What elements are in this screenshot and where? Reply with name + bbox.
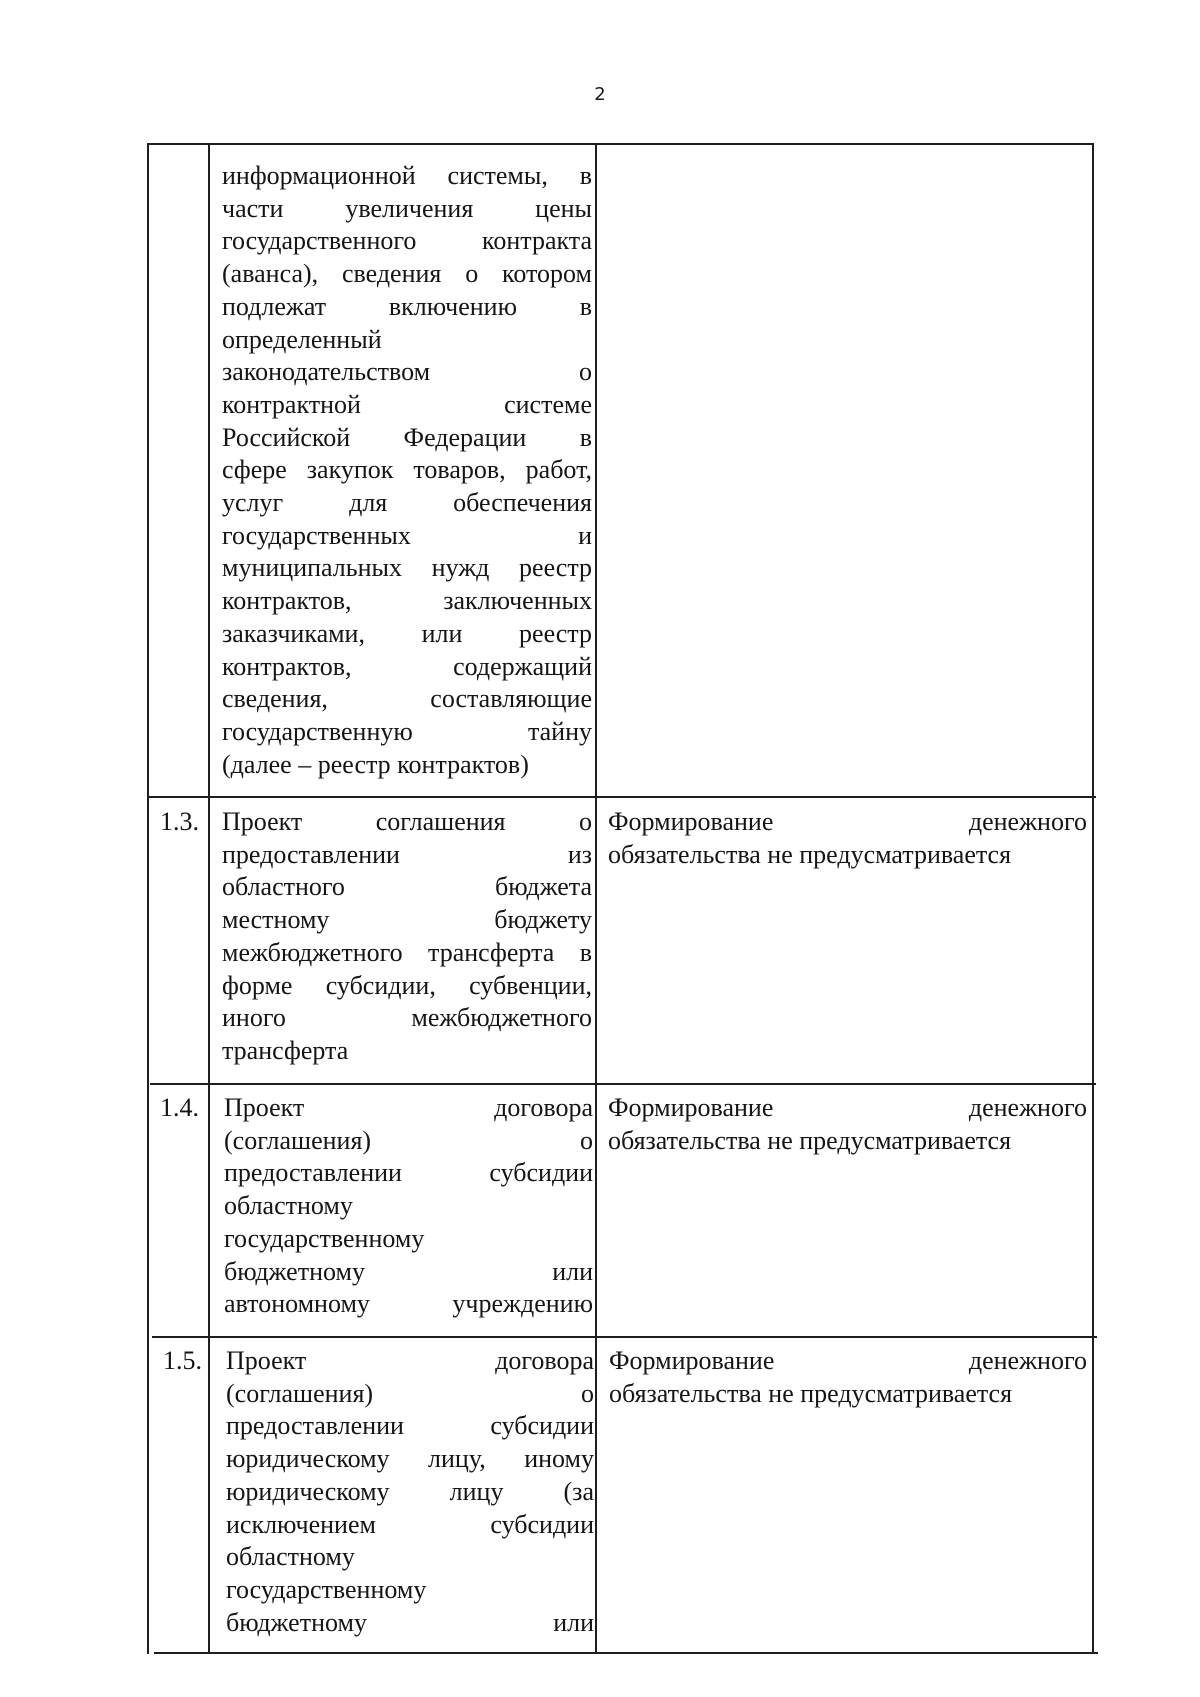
description-line: государственную тайну: [222, 716, 592, 746]
description-line: предоставлении из: [222, 839, 592, 869]
description-line: контрактов, содержащий: [222, 651, 592, 681]
description-line: бюджетному или: [224, 1256, 593, 1286]
description-line: предоставлении субсидии: [226, 1411, 594, 1441]
description-line: областному: [224, 1191, 353, 1221]
description-line: иного межбюджетного: [222, 1003, 592, 1033]
description-line: (соглашения) о: [226, 1378, 594, 1408]
description-line: определенный: [222, 324, 382, 354]
description-line: Проект договора: [224, 1093, 593, 1122]
note-line: Формирование денежного: [608, 1093, 1087, 1122]
table-left-border: [147, 143, 149, 1654]
row-divider: [147, 796, 1096, 798]
row-divider: [150, 1083, 1096, 1085]
description-line: части увеличения цены: [222, 193, 592, 223]
description-line: (аванса), сведения о котором: [222, 259, 592, 289]
note-line: обязательства не предусматривается: [608, 1125, 1012, 1155]
description-line: муниципальных нужд реестр: [222, 553, 592, 583]
description-line: подлежат включению в: [222, 291, 592, 321]
description-line: (далее – реестр контрактов): [222, 749, 529, 779]
row-number: 1.5.: [163, 1346, 202, 1375]
description-line: юридическому лицу (за: [226, 1476, 594, 1506]
description-line: Проект договора: [226, 1346, 594, 1375]
description-line: (соглашения) о: [224, 1125, 593, 1155]
description-line: трансферта: [222, 1035, 349, 1065]
page-number: 2: [594, 84, 606, 105]
note-line: Формирование денежного: [608, 807, 1087, 836]
description-line: контрактной системе: [222, 389, 592, 419]
row-number: 1.4.: [160, 1093, 199, 1122]
description-line: законодательством о: [222, 357, 592, 387]
description-line: государственному: [226, 1574, 427, 1604]
description-line: информационной системы, в: [222, 161, 592, 190]
table-top-border: [147, 143, 1094, 145]
description-line: сведения, составляющие: [222, 684, 592, 714]
description-line: услуг для обеспечения: [222, 488, 592, 517]
description-line: бюджетному или: [226, 1607, 594, 1637]
note-line: обязательства не предусматривается: [609, 1378, 1013, 1408]
description-line: областного бюджета: [222, 872, 592, 902]
table-bottom-border: [154, 1652, 1098, 1654]
description-line: областному: [226, 1542, 355, 1572]
description-line: межбюджетного трансферта в: [222, 937, 592, 967]
description-line: контрактов, заключенных: [222, 586, 592, 616]
description-line: сфере закупок товаров, работ,: [222, 455, 592, 485]
description-line: государственного контракта: [222, 226, 592, 256]
description-line: государственному: [224, 1223, 425, 1253]
note-line: Формирование денежного: [609, 1346, 1087, 1375]
note-line: обязательства не предусматривается: [608, 839, 1012, 869]
description-line: Российской Федерации в: [222, 422, 592, 452]
row-number: 1.3.: [160, 807, 199, 836]
description-line: местному бюджету: [222, 905, 592, 935]
description-line: Проект соглашения о: [222, 807, 592, 836]
description-line: заказчиками, или реестр: [222, 618, 592, 648]
description-line: государственных и: [222, 520, 592, 550]
column-divider-number: [208, 143, 210, 1654]
description-line: форме субсидии, субвенции,: [222, 970, 592, 1000]
description-line: автономному учреждению: [224, 1289, 593, 1319]
description-line: предоставлении субсидии: [224, 1158, 593, 1188]
description-line: юридическому лицу, иному: [226, 1444, 594, 1474]
column-divider-description: [595, 143, 597, 1654]
row-divider: [152, 1336, 1097, 1338]
table-right-border: [1092, 143, 1094, 1654]
description-line: исключением субсидии: [226, 1509, 594, 1539]
